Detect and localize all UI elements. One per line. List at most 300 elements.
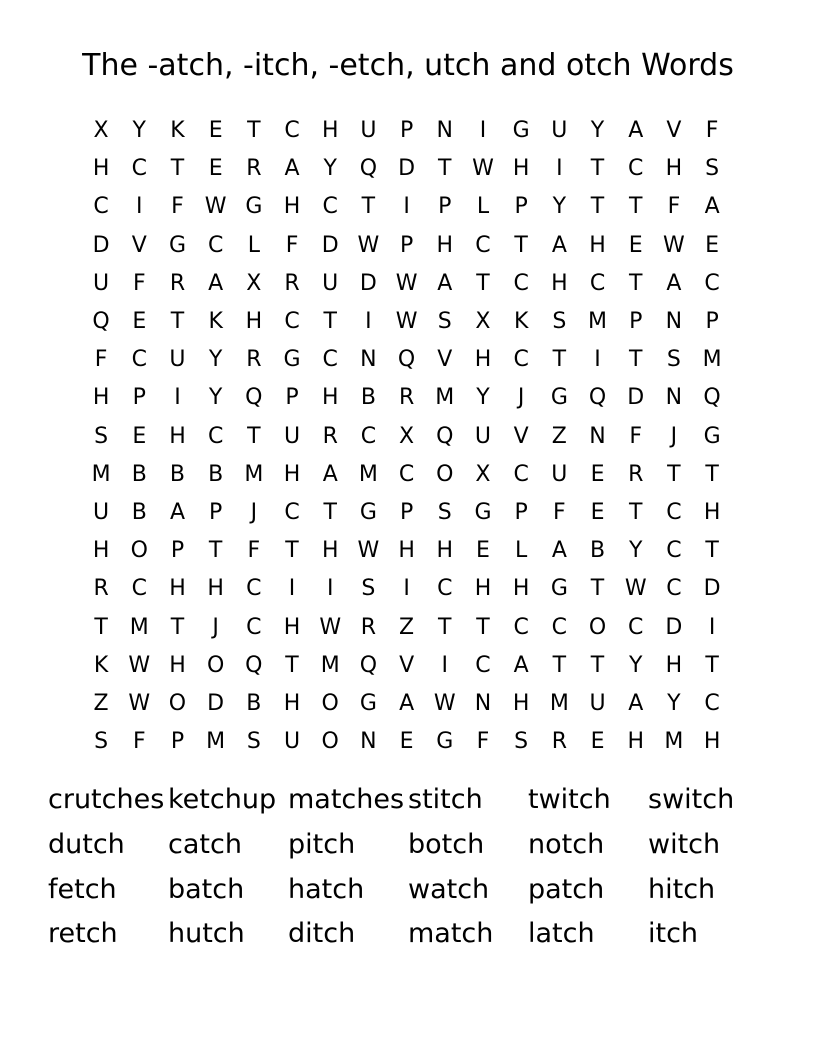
grid-letter: U: [474, 423, 492, 449]
grid-letter: S: [246, 729, 261, 755]
grid-letter: C: [475, 232, 491, 258]
grid-letter: P: [399, 118, 414, 144]
grid-letter: H: [283, 690, 301, 716]
word-bank-word: crutches: [48, 784, 165, 816]
grid-letter: S: [94, 423, 109, 449]
grid-letter: S: [361, 576, 376, 602]
grid-letter: D: [398, 156, 416, 182]
word-bank-word: itch: [648, 918, 699, 950]
grid-letter: I: [403, 194, 410, 220]
grid-letter: D: [321, 232, 339, 258]
word-bank-word: fetch: [48, 873, 117, 905]
grid-letter: C: [131, 576, 147, 602]
grid-letter: Y: [590, 118, 605, 144]
grid-letter: T: [552, 652, 567, 678]
grid-letter: R: [628, 461, 644, 487]
grid-letter: Q: [397, 347, 416, 373]
grid-letter: P: [132, 385, 146, 411]
grid-letter: Z: [399, 614, 415, 640]
grid-letter: A: [513, 652, 529, 678]
grid-letter: H: [398, 538, 415, 564]
grid-letter: Q: [588, 385, 607, 411]
grid-letter: W: [395, 270, 418, 296]
grid-letter: R: [93, 576, 109, 602]
grid-letter: H: [436, 538, 454, 564]
grid-letter: H: [589, 232, 606, 258]
grid-letter: X: [475, 461, 491, 487]
grid-letter: O: [588, 614, 607, 640]
grid-letter: A: [704, 194, 720, 220]
grid-letter: V: [131, 232, 147, 258]
grid-letter: F: [705, 118, 719, 144]
grid-letter: P: [399, 232, 414, 258]
grid-letter: N: [665, 309, 683, 335]
grid-letter: W: [433, 690, 456, 716]
grid-letter: C: [628, 614, 644, 640]
grid-letter: T: [590, 652, 605, 678]
grid-letter: B: [131, 461, 147, 487]
word-bank-row: [48, 778, 788, 823]
grid-letter: C: [475, 652, 491, 678]
grid-letter: H: [512, 576, 530, 602]
grid-letter: B: [131, 499, 147, 525]
grid-letter: C: [93, 194, 109, 220]
grid-letter: J: [250, 499, 258, 525]
grid-letter: C: [666, 538, 682, 564]
grid-letter: B: [360, 385, 376, 411]
grid-letter: F: [667, 194, 681, 220]
grid-letter: W: [663, 232, 685, 258]
grid-letter: T: [247, 423, 261, 449]
grid-letter: H: [321, 118, 339, 144]
grid-letter: P: [285, 385, 299, 411]
grid-letter: W: [357, 232, 380, 258]
word-bank-word: twitch: [528, 784, 611, 816]
word-bank-row: [48, 823, 788, 868]
grid-row: [82, 341, 732, 379]
grid-letter: Y: [476, 385, 490, 411]
grid-letter: U: [283, 729, 301, 755]
grid-letter: Y: [552, 194, 567, 220]
word-bank-word: hitch: [648, 873, 716, 905]
word-bank-word: watch: [408, 873, 490, 905]
grid-letter: C: [131, 347, 147, 373]
grid-letter: G: [550, 576, 568, 602]
grid-letter: H: [207, 576, 224, 602]
grid-row: [82, 112, 732, 150]
grid-letter: G: [359, 499, 377, 525]
grid-letter: L: [247, 232, 260, 258]
grid-row: [82, 608, 732, 646]
grid-letter: N: [665, 385, 683, 411]
grid-letter: T: [170, 614, 185, 640]
grid-letter: P: [514, 194, 528, 220]
grid-letter: W: [395, 309, 418, 335]
grid-letter: G: [283, 347, 301, 373]
grid-letter: T: [628, 499, 643, 525]
grid-letter: I: [441, 652, 449, 678]
grid-letter: U: [360, 118, 377, 144]
grid-letter: Y: [323, 156, 337, 182]
grid-letter: G: [359, 690, 377, 716]
grid-letter: T: [438, 156, 452, 182]
grid-letter: I: [365, 309, 372, 335]
grid-letter: E: [132, 423, 147, 449]
word-bank-word: hatch: [288, 873, 365, 905]
grid-letter: A: [666, 270, 682, 296]
grid-letter: U: [283, 423, 301, 449]
grid-row: [82, 532, 732, 570]
grid-letter: C: [666, 499, 682, 525]
grid-letter: Y: [132, 118, 146, 144]
word-bank-word: stitch: [408, 784, 483, 816]
grid-letter: C: [513, 461, 529, 487]
grid-letter: H: [665, 156, 683, 182]
grid-letter: F: [132, 729, 146, 755]
grid-letter: S: [514, 729, 529, 755]
word-bank-word: ketchup: [168, 784, 277, 816]
grid-letter: G: [436, 729, 454, 755]
grid-letter: U: [551, 118, 568, 144]
word-bank-word: match: [408, 918, 494, 950]
grid-letter: L: [476, 194, 490, 220]
grid-letter: H: [551, 270, 568, 296]
grid-letter: E: [208, 156, 223, 182]
grid-letter: P: [438, 194, 452, 220]
grid-letter: J: [670, 423, 678, 449]
grid-letter: H: [512, 690, 530, 716]
grid-letter: E: [476, 538, 490, 564]
word-bank-word: ditch: [288, 918, 356, 950]
grid-letter: P: [170, 538, 185, 564]
grid-letter: E: [590, 461, 605, 487]
grid-letter: C: [398, 461, 415, 487]
grid-letter: H: [474, 347, 492, 373]
grid-letter: F: [285, 232, 299, 258]
grid-letter: T: [285, 538, 299, 564]
grid-letter: R: [284, 270, 300, 296]
grid-letter: U: [551, 461, 568, 487]
grid-letter: N: [360, 729, 377, 755]
grid-letter: S: [437, 309, 452, 335]
grid-letter: E: [132, 309, 147, 335]
grid-letter: U: [322, 270, 339, 296]
grid-letter: H: [92, 156, 110, 182]
grid-letter: H: [92, 385, 110, 411]
grid-letter: W: [624, 576, 647, 602]
grid-letter: Y: [628, 538, 643, 564]
grid-letter: C: [284, 309, 300, 335]
word-bank-word: hutch: [168, 918, 245, 950]
grid-letter: N: [474, 690, 492, 716]
grid-letter: K: [170, 118, 185, 144]
grid-letter: G: [703, 423, 721, 449]
grid-letter: I: [708, 614, 716, 640]
grid-letter: M: [358, 461, 378, 487]
grid-letter: K: [93, 652, 109, 678]
grid-letter: C: [513, 347, 529, 373]
grid-letter: P: [209, 499, 223, 525]
letter-grid: [82, 112, 732, 761]
grid-letter: C: [284, 499, 300, 525]
grid-letter: K: [208, 309, 223, 335]
word-bank-row: [48, 867, 788, 912]
grid-letter: F: [476, 729, 490, 755]
grid-letter: T: [476, 270, 490, 296]
word-bank-word: notch: [528, 829, 605, 861]
grid-letter: G: [512, 118, 530, 144]
grid-letter: H: [703, 499, 721, 525]
grid-letter: H: [321, 538, 339, 564]
grid-row: [82, 494, 732, 532]
grid-letter: A: [399, 690, 415, 716]
grid-letter: Q: [245, 385, 263, 411]
grid-letter: S: [552, 309, 567, 335]
grid-letter: M: [244, 461, 264, 487]
grid-letter: T: [208, 538, 223, 564]
grid-letter: X: [246, 270, 262, 296]
grid-letter: V: [513, 423, 529, 449]
grid-letter: M: [91, 461, 111, 487]
grid-letter: V: [666, 118, 682, 144]
grid-letter: F: [247, 538, 261, 564]
grid-letter: B: [246, 690, 262, 716]
grid-letter: T: [285, 652, 299, 678]
grid-letter: C: [322, 347, 338, 373]
grid-letter: M: [435, 385, 455, 411]
grid-letter: H: [92, 538, 110, 564]
grid-row: [82, 685, 732, 723]
grid-letter: U: [589, 690, 606, 716]
grid-letter: C: [207, 423, 224, 449]
grid-letter: I: [479, 118, 487, 144]
grid-row: [82, 227, 732, 265]
grid-letter: T: [667, 461, 681, 487]
grid-letter: P: [514, 499, 528, 525]
grid-letter: F: [171, 194, 184, 220]
grid-letter: T: [323, 499, 337, 525]
grid-letter: C: [666, 576, 682, 602]
grid-letter: M: [320, 652, 340, 678]
grid-letter: P: [629, 309, 643, 335]
grid-letter: K: [513, 309, 529, 335]
grid-letter: U: [93, 499, 110, 525]
grid-row: [82, 723, 732, 761]
grid-letter: R: [246, 156, 262, 182]
grid-letter: H: [474, 576, 492, 602]
grid-row: [82, 188, 732, 226]
grid-row: [82, 150, 732, 188]
grid-row: [82, 418, 732, 456]
grid-letter: S: [666, 347, 681, 373]
grid-letter: T: [514, 232, 528, 258]
grid-letter: O: [321, 729, 339, 755]
grid-letter: Q: [436, 423, 454, 449]
word-bank-word: patch: [528, 873, 605, 905]
grid-letter: X: [475, 309, 491, 335]
grid-letter: C: [513, 614, 529, 640]
grid-letter: R: [398, 385, 415, 411]
grid-letter: B: [589, 538, 606, 564]
grid-letter: C: [246, 614, 262, 640]
grid-letter: F: [629, 423, 643, 449]
grid-row: [82, 303, 732, 341]
grid-row: [82, 570, 732, 608]
grid-letter: H: [436, 232, 454, 258]
grid-letter: M: [702, 347, 722, 373]
word-bank-word: witch: [648, 829, 721, 861]
grid-letter: T: [590, 576, 605, 602]
word-bank-word: botch: [408, 829, 485, 861]
grid-letter: B: [208, 461, 224, 487]
grid-letter: H: [169, 652, 186, 678]
grid-letter: T: [705, 461, 719, 487]
grid-letter: H: [283, 461, 301, 487]
grid-letter: T: [552, 347, 567, 373]
grid-letter: T: [94, 614, 108, 640]
grid-letter: W: [472, 156, 494, 182]
grid-letter: G: [245, 194, 263, 220]
grid-letter: B: [169, 461, 186, 487]
grid-letter: J: [212, 614, 219, 640]
grid-letter: H: [283, 194, 301, 220]
grid-letter: T: [170, 156, 185, 182]
grid-letter: O: [130, 538, 148, 564]
grid-letter: E: [705, 232, 720, 258]
grid-letter: A: [208, 270, 224, 296]
grid-letter: O: [321, 690, 339, 716]
grid-letter: E: [628, 232, 643, 258]
grid-row: [82, 456, 732, 494]
grid-letter: I: [288, 576, 296, 602]
grid-letter: C: [246, 576, 262, 602]
grid-letter: T: [628, 194, 643, 220]
grid-letter: C: [360, 423, 377, 449]
grid-letter: E: [590, 729, 605, 755]
grid-letter: Q: [92, 309, 110, 335]
grid-letter: W: [204, 194, 227, 220]
grid-letter: D: [207, 690, 225, 716]
grid-letter: V: [437, 347, 453, 373]
grid-letter: Z: [93, 690, 109, 716]
word-bank-row: [48, 912, 788, 957]
grid-row: [82, 265, 732, 303]
grid-letter: T: [590, 156, 605, 182]
word-bank-word: pitch: [288, 829, 356, 861]
grid-letter: D: [703, 576, 721, 602]
grid-letter: C: [551, 614, 568, 640]
grid-letter: Y: [208, 385, 223, 411]
grid-letter: M: [588, 309, 608, 335]
grid-letter: M: [664, 729, 684, 755]
grid-letter: T: [705, 652, 719, 678]
word-bank-word: dutch: [48, 829, 125, 861]
grid-letter: P: [399, 499, 414, 525]
grid-letter: A: [628, 690, 644, 716]
grid-letter: H: [321, 385, 339, 411]
grid-letter: D: [665, 614, 683, 640]
grid-letter: H: [703, 729, 721, 755]
grid-letter: Z: [551, 423, 567, 449]
grid-letter: Y: [208, 347, 223, 373]
grid-letter: C: [589, 270, 606, 296]
grid-letter: E: [208, 118, 223, 144]
grid-letter: C: [513, 270, 529, 296]
grid-letter: H: [665, 652, 683, 678]
grid-letter: Q: [359, 652, 378, 678]
grid-letter: T: [628, 347, 643, 373]
grid-letter: I: [403, 576, 410, 602]
word-bank-word: latch: [528, 918, 595, 950]
grid-letter: C: [207, 232, 224, 258]
grid-letter: T: [628, 270, 643, 296]
grid-letter: F: [94, 347, 108, 373]
word-bank: [48, 778, 788, 957]
grid-letter: T: [247, 118, 261, 144]
grid-letter: J: [517, 385, 525, 411]
grid-letter: C: [704, 690, 720, 716]
grid-letter: M: [549, 690, 569, 716]
grid-letter: A: [628, 118, 644, 144]
grid-letter: E: [590, 499, 605, 525]
grid-letter: R: [322, 423, 338, 449]
word-bank-word: retch: [48, 918, 118, 950]
grid-letter: C: [628, 156, 644, 182]
grid-letter: A: [169, 499, 185, 525]
grid-letter: M: [206, 729, 226, 755]
grid-letter: A: [322, 461, 338, 487]
grid-letter: T: [476, 614, 490, 640]
grid-letter: R: [360, 614, 377, 640]
grid-letter: G: [168, 232, 186, 258]
grid-letter: I: [326, 576, 334, 602]
grid-letter: Q: [245, 652, 263, 678]
grid-letter: Y: [628, 652, 643, 678]
grid-letter: H: [169, 576, 186, 602]
grid-letter: G: [474, 499, 492, 525]
grid-letter: C: [131, 156, 147, 182]
grid-letter: U: [93, 270, 110, 296]
grid-letter: U: [169, 347, 186, 373]
grid-letter: T: [590, 194, 605, 220]
word-bank-word: matches: [288, 784, 405, 816]
grid-letter: W: [128, 652, 151, 678]
grid-letter: V: [399, 652, 415, 678]
grid-letter: C: [284, 118, 300, 144]
grid-letter: P: [170, 729, 185, 755]
grid-letter: H: [245, 309, 263, 335]
grid-letter: T: [361, 194, 376, 220]
grid-letter: I: [136, 194, 143, 220]
grid-letter: S: [437, 499, 452, 525]
grid-letter: G: [550, 385, 568, 411]
grid-letter: X: [399, 423, 415, 449]
grid-letter: P: [705, 309, 719, 335]
grid-letter: D: [627, 385, 645, 411]
grid-letter: C: [437, 576, 453, 602]
grid-letter: N: [589, 423, 606, 449]
grid-letter: I: [594, 347, 601, 373]
grid-letter: H: [627, 729, 644, 755]
grid-row: [82, 647, 732, 685]
grid-letter: H: [169, 423, 186, 449]
grid-letter: S: [705, 156, 720, 182]
grid-letter: F: [553, 499, 566, 525]
grid-letter: O: [206, 652, 225, 678]
grid-letter: R: [246, 347, 262, 373]
grid-letter: D: [359, 270, 377, 296]
grid-letter: T: [323, 309, 337, 335]
